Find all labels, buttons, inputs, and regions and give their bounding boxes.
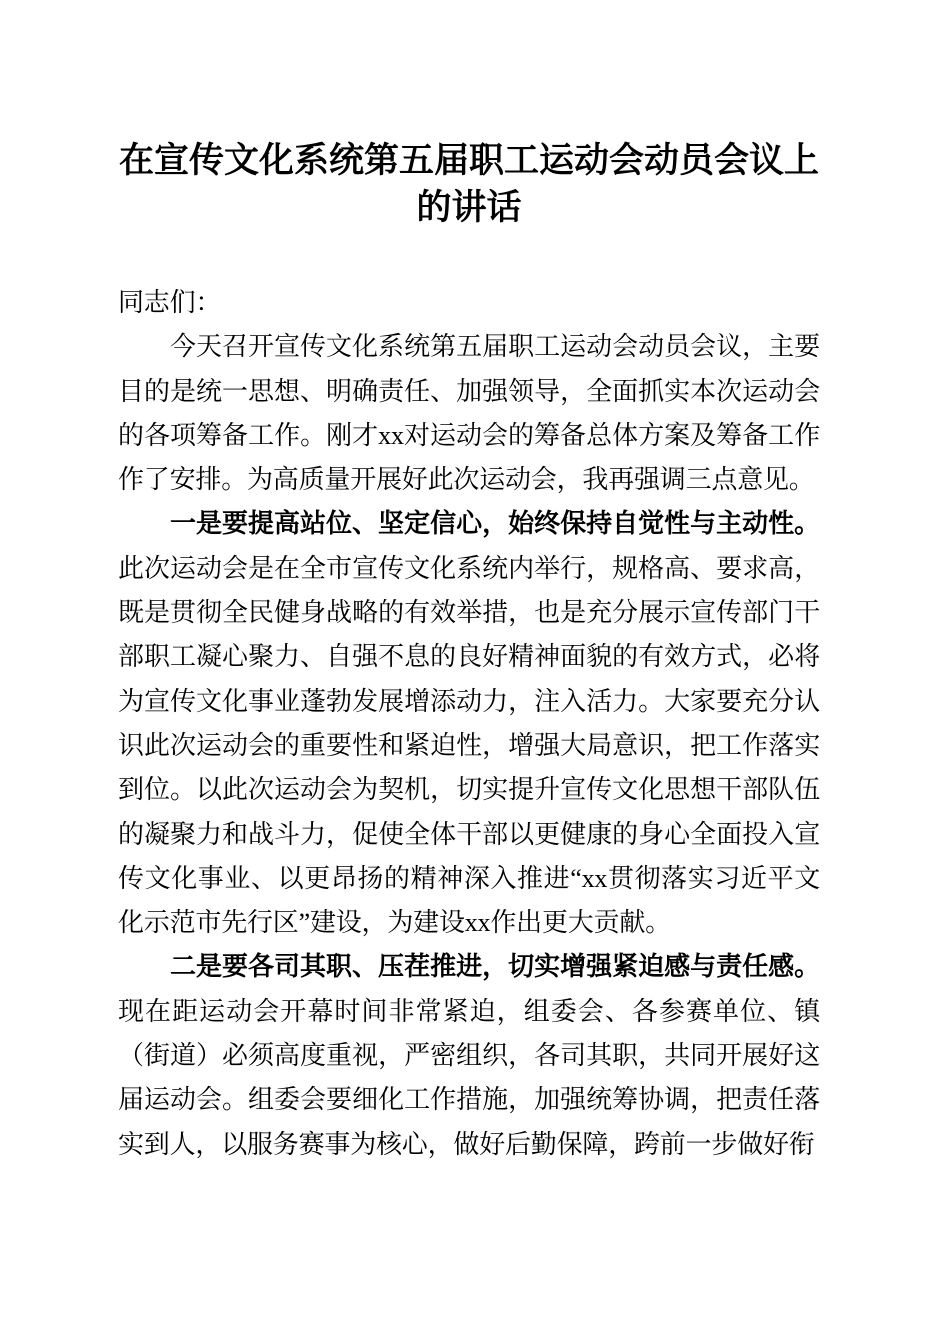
paragraph [118, 325, 820, 502]
paragraph [118, 502, 820, 945]
text-run: 现在距运动会开幕时间非常紧迫，组委会、各参赛单位、镇（街道）必须高度重视，严密组织，各司其职，共同开展好这届运动会。组委会要细化工作措施，加强统筹协调，把责任落实到人，以服务赛事为核心，做好后勤保障，跨前一步做好衔 [118, 996, 820, 1159]
document-body [118, 281, 820, 1167]
emphasis-run: 二是要各司其职、压茬推进，切实增强紧迫感与责任感。 [170, 952, 820, 982]
paragraph [118, 281, 820, 325]
paragraph [118, 945, 820, 1166]
text-run: 此次运动会是在全市宣传文化系统内举行，规格高、要求高，既是贯彻全民健身战略的有效举措，也是充分展示宣传部门干部职工凝心聚力、自强不息的良好精神面貌的有效方式，必将为宣传文化事业蓬勃发展增添动力，注入活力。大家要充分认识此次运动会的重要性和紧迫性，增强大局意识，把工作落实到位。以此次运动会为契机，切实提升宣传文化思想干部队伍的凝聚力和战斗力，促使全体干部以更健康的身心全面投入宣传文化事业、以更昂扬的精神深入推进“xx贯彻落实习近平文化示范市先行区”建设，为建设xx作出更大贡献。 [118, 553, 820, 938]
emphasis-run: 一是要提高站位、坚定信心，始终保持自觉性与主动性。 [170, 509, 820, 539]
text-run: 同志们： [118, 288, 222, 317]
document-content [118, 0, 820, 1167]
text-run: 今天召开宣传文化系统第五届职工运动会动员会议，主要目的是统一思想、明确责任、加强领导，全面抓实本次运动会的各项筹备工作。刚才xx对运动会的筹备总体方案及筹备工作作了安排。为高质量开展好此次运动会，我再强调三点意见。 [118, 332, 820, 495]
document-title: 在宣传文化系统第五届职工运动会动员会议上的讲话 [118, 141, 819, 227]
